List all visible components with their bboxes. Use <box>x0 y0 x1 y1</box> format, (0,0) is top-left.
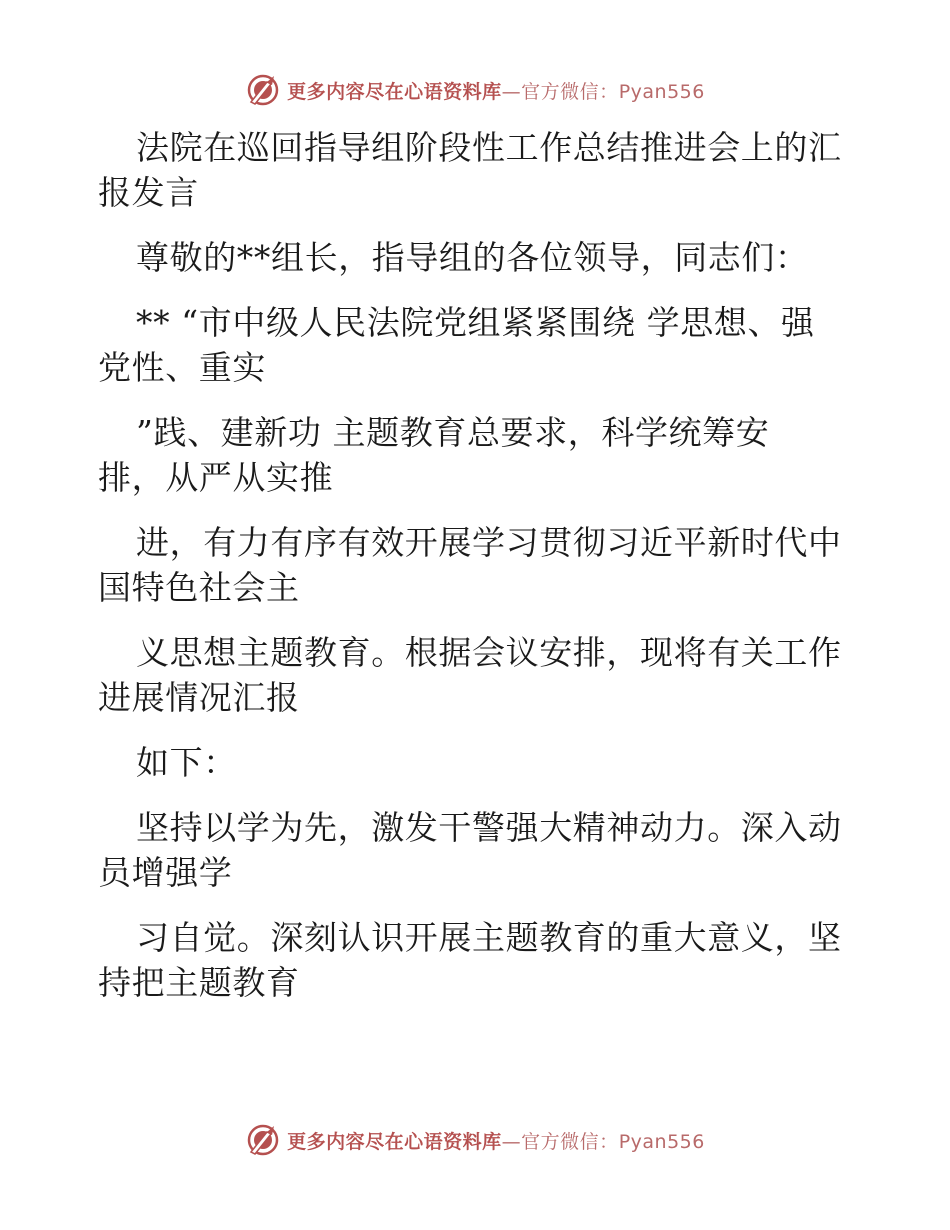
paragraph-line: 如下： <box>136 743 237 782</box>
document-title-line: 法院在巡回指导组阶段性工作总结推进会上的汇 <box>136 128 842 167</box>
document-body <box>98 125 858 1005</box>
paragraph-line: ”践、建新功 主题教育总要求，科学统筹安 <box>136 413 770 452</box>
banner-wechat-label: 官方微信： <box>521 80 619 103</box>
quill-logo-icon <box>245 72 281 108</box>
paragraph-line: 进展情况汇报 <box>98 678 300 717</box>
banner-wechat-id: Pyan556 <box>618 80 705 103</box>
paragraph-line: 党性、重实 <box>98 348 266 387</box>
paragraph-line: 义思想主题教育。根据会议安排，现将有关工作 <box>136 633 842 672</box>
banner-wechat-id: Pyan556 <box>618 1130 705 1153</box>
paragraph-line: 进，有力有序有效开展学习贯彻习近平新时代中 <box>136 523 842 562</box>
banner-text <box>287 1127 705 1154</box>
header-watermark-banner <box>0 70 950 110</box>
banner-separator: — <box>501 80 522 103</box>
paragraph-line: 国特色社会主 <box>98 568 300 607</box>
paragraph-line: 持把主题教育 <box>98 963 300 1002</box>
banner-separator: — <box>501 1130 522 1153</box>
footer-watermark-banner <box>0 1120 950 1160</box>
banner-brand: 更多内容尽在心语资料库 <box>287 1130 502 1153</box>
paragraph-line: 习自觉。深刻认识开展主题教育的重大意义，坚 <box>136 918 842 957</box>
paragraph-line: 员增强学 <box>98 853 233 892</box>
banner-wechat-label: 官方微信： <box>521 1130 619 1153</box>
quill-logo-icon <box>245 1122 281 1158</box>
paragraph-line: ** “市中级人民法院党组紧紧围绕 学思想、强 <box>136 303 815 342</box>
document-title-line: 报发言 <box>98 173 199 212</box>
paragraph-line: 坚持以学为先，激发干警强大精神动力。深入动 <box>136 808 842 847</box>
banner-content <box>245 1122 705 1158</box>
banner-text <box>287 77 705 104</box>
banner-content <box>245 72 705 108</box>
greeting-line: 尊敬的**组长，指导组的各位领导，同志们： <box>136 238 809 277</box>
paragraph-line: 排，从严从实推 <box>98 458 334 497</box>
banner-brand: 更多内容尽在心语资料库 <box>287 80 502 103</box>
